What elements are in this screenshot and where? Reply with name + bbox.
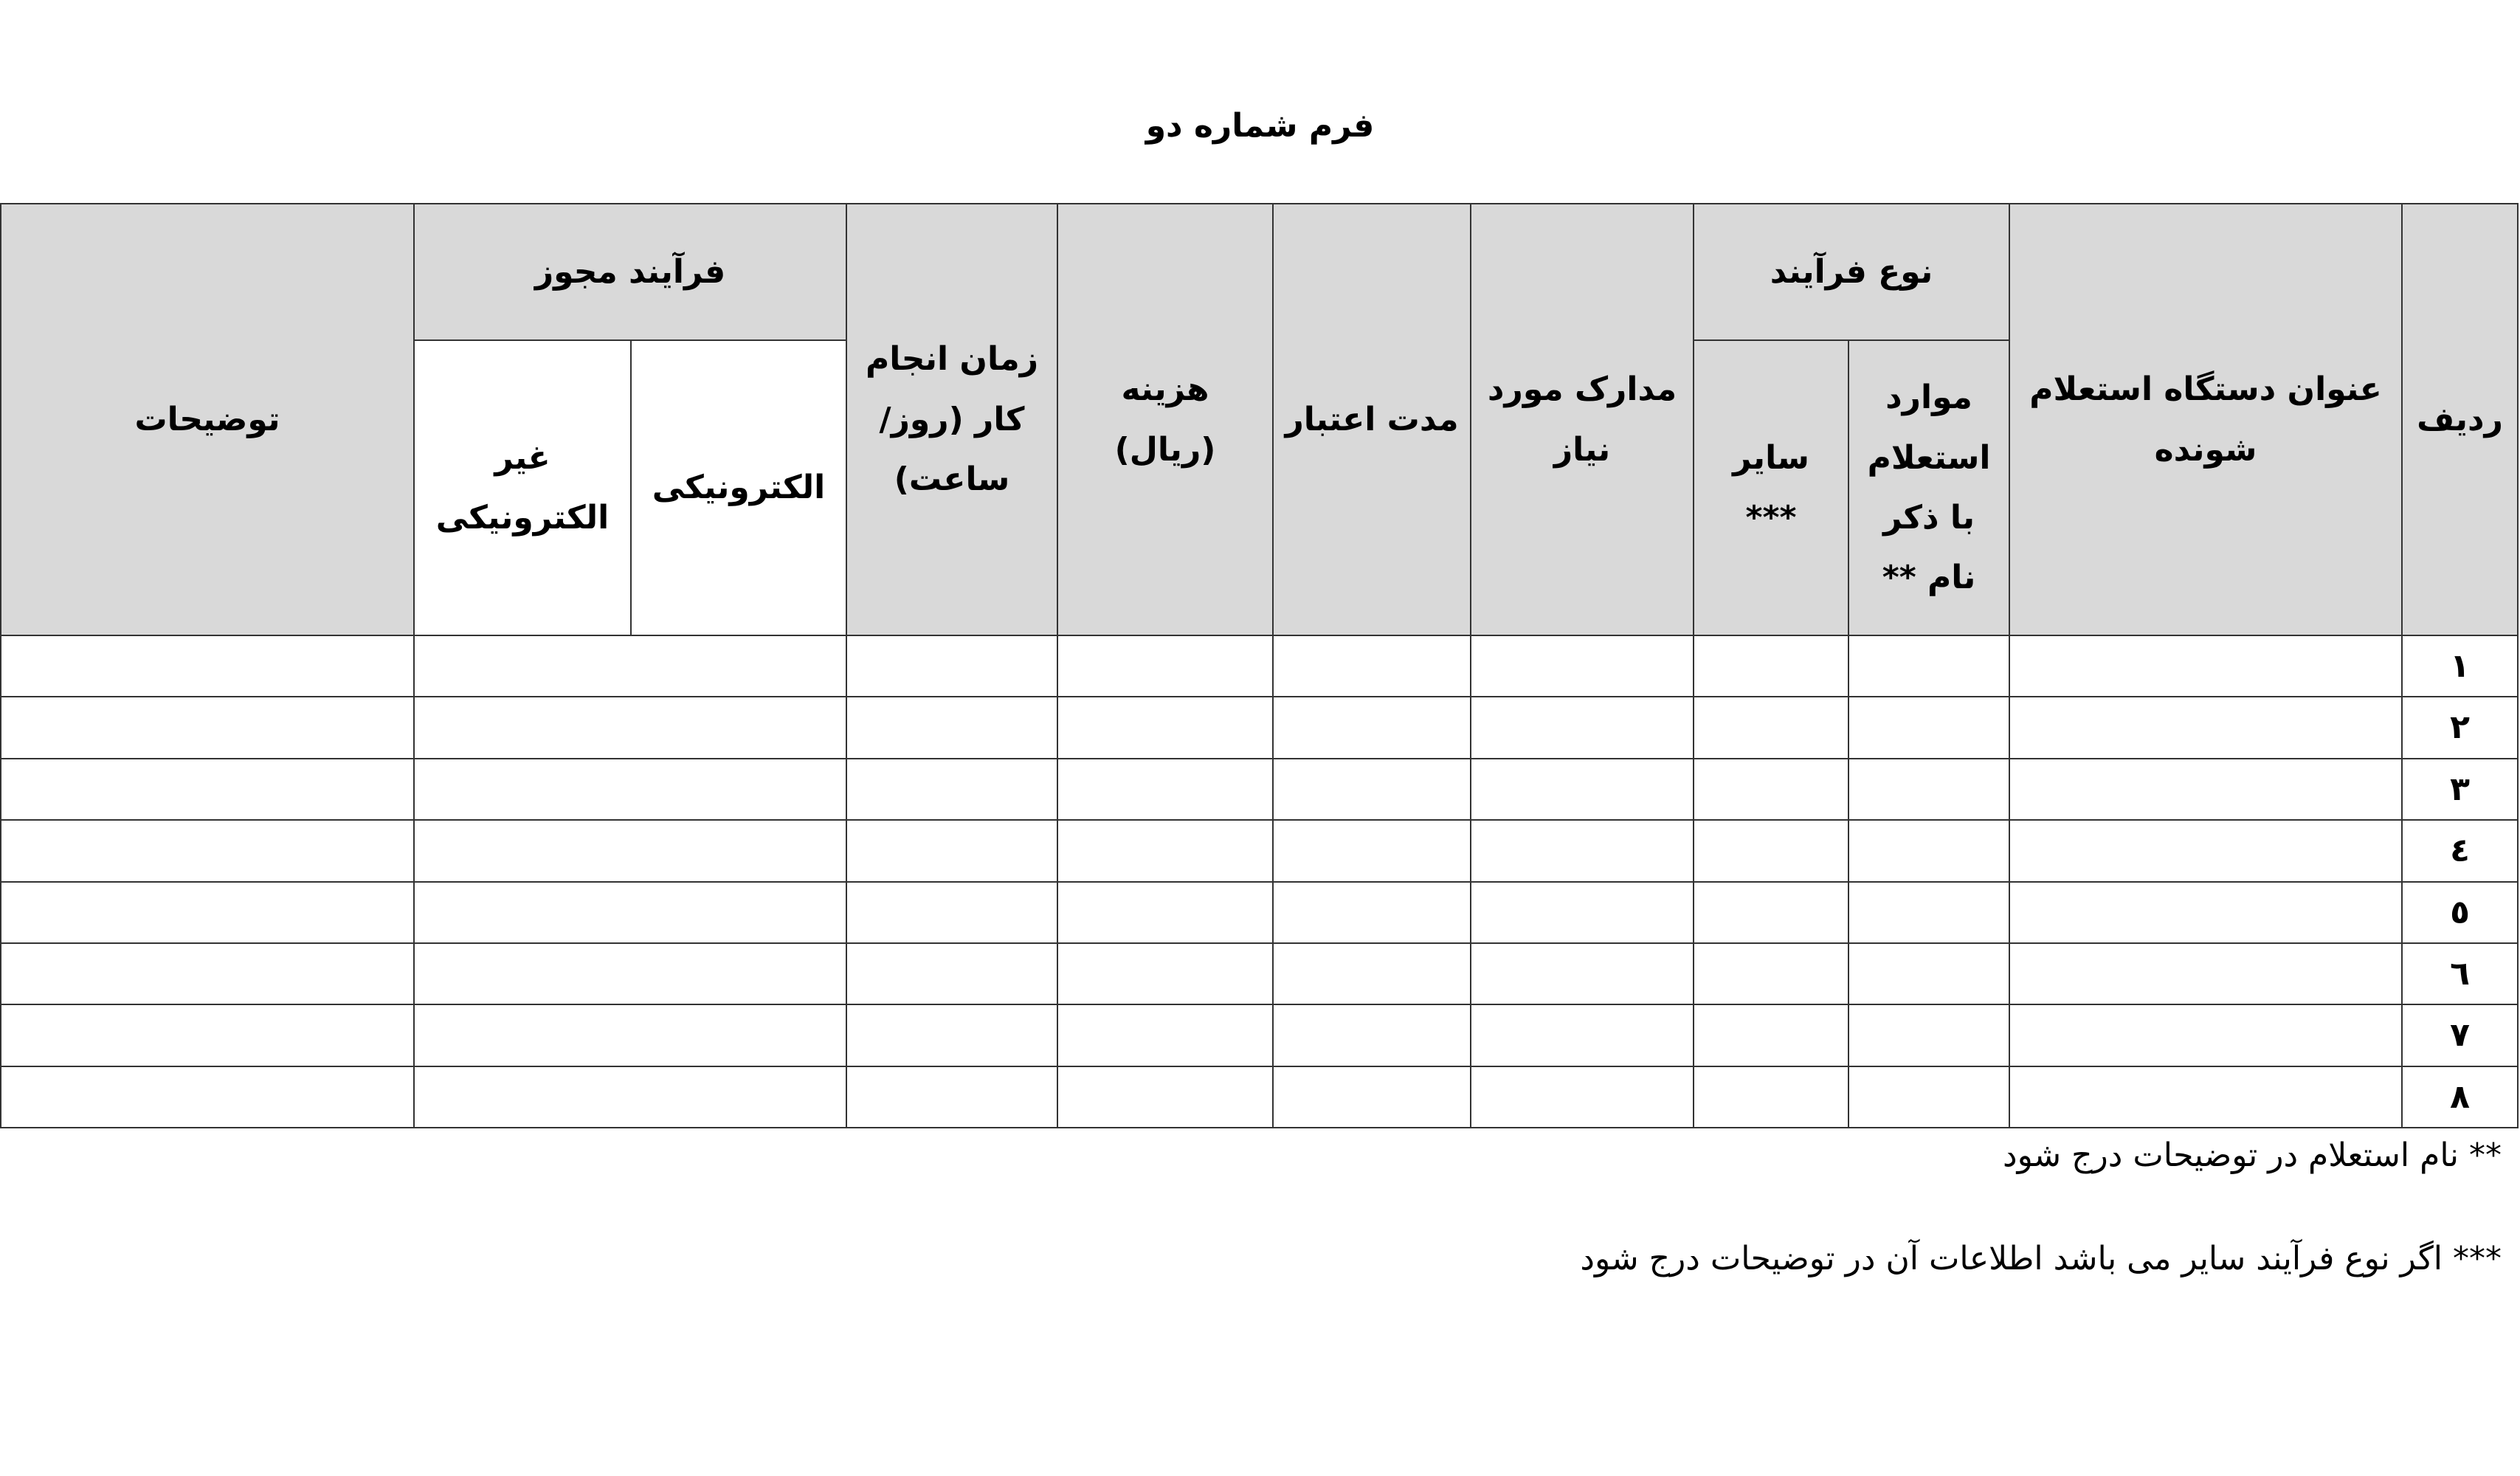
inquiry-org-cell[interactable]	[2009, 882, 2402, 943]
header-validity: مدت اعتبار	[1273, 204, 1471, 635]
table-row	[1, 882, 2518, 943]
table-row	[1, 820, 2518, 881]
header-inquiry-org: عنوان دستگاه استعلام شونده	[2009, 204, 2402, 635]
process-named-cell[interactable]	[1848, 1066, 2009, 1128]
required-docs-cell[interactable]	[1471, 697, 1694, 758]
header-duration: زمان انجام کار (روز/ ساعت)	[846, 204, 1057, 635]
duration-cell[interactable]	[846, 1004, 1057, 1066]
duration-cell[interactable]	[846, 635, 1057, 697]
table-row	[1, 1004, 2518, 1066]
validity-cell[interactable]	[1273, 759, 1471, 820]
duration-cell[interactable]	[846, 943, 1057, 1004]
required-docs-cell[interactable]	[1471, 759, 1694, 820]
row-number-cell: ۲	[2402, 697, 2518, 758]
row-number-cell: ۷	[2402, 1004, 2518, 1066]
duration-cell[interactable]	[846, 759, 1057, 820]
inquiry-org-cell[interactable]	[2009, 697, 2402, 758]
process-other-cell[interactable]	[1694, 697, 1848, 758]
header-description: توضیحات	[1, 204, 414, 635]
form-table	[0, 203, 2519, 1128]
description-cell[interactable]	[1, 1066, 414, 1128]
required-docs-cell[interactable]	[1471, 1004, 1694, 1066]
process-other-cell[interactable]	[1694, 820, 1848, 881]
inquiry-org-cell[interactable]	[2009, 1066, 2402, 1128]
required-docs-cell[interactable]	[1471, 820, 1694, 881]
validity-cell[interactable]	[1273, 943, 1471, 1004]
process-other-cell[interactable]	[1694, 882, 1848, 943]
process-named-cell[interactable]	[1848, 820, 2009, 881]
duration-cell[interactable]	[846, 820, 1057, 881]
process-other-cell[interactable]	[1694, 1004, 1848, 1066]
process-named-cell[interactable]	[1848, 943, 2009, 1004]
table-row	[1, 943, 2518, 1004]
process-named-cell[interactable]	[1848, 635, 2009, 697]
process-named-cell[interactable]	[1848, 1004, 2009, 1066]
table-row	[1, 1066, 2518, 1128]
row-number-cell: ۳	[2402, 759, 2518, 820]
header-process-type-other: سایر ***	[1694, 340, 1848, 635]
inquiry-org-cell[interactable]	[2009, 820, 2402, 881]
duration-cell[interactable]	[846, 882, 1057, 943]
validity-cell[interactable]	[1273, 635, 1471, 697]
permit-process-cell[interactable]	[414, 882, 846, 943]
required-docs-cell[interactable]	[1471, 1066, 1694, 1128]
permit-process-cell[interactable]	[414, 635, 846, 697]
validity-cell[interactable]	[1273, 697, 1471, 758]
row-number-cell: ٥	[2402, 882, 2518, 943]
header-process-type-named: موارد استعلام با ذکر نام **	[1848, 340, 2009, 635]
process-other-cell[interactable]	[1694, 943, 1848, 1004]
header-permit-non-electronic: غیر الکترونیکی	[414, 340, 631, 635]
description-cell[interactable]	[1, 759, 414, 820]
cost-cell[interactable]	[1057, 1066, 1273, 1128]
header-process-type: نوع فرآیند	[1694, 204, 2009, 340]
description-cell[interactable]	[1, 882, 414, 943]
process-other-cell[interactable]	[1694, 635, 1848, 697]
cost-cell[interactable]	[1057, 759, 1273, 820]
description-cell[interactable]	[1, 1004, 414, 1066]
header-row-number: ردیف	[2402, 204, 2518, 635]
row-number-cell: ٤	[2402, 820, 2518, 881]
permit-process-cell[interactable]	[414, 1004, 846, 1066]
page-title: فرم شماره دو	[1145, 107, 1375, 145]
inquiry-org-cell[interactable]	[2009, 1004, 2402, 1066]
permit-process-cell[interactable]	[414, 943, 846, 1004]
cost-cell[interactable]	[1057, 697, 1273, 758]
duration-cell[interactable]	[846, 1066, 1057, 1128]
cost-cell[interactable]	[1057, 1004, 1273, 1066]
description-cell[interactable]	[1, 943, 414, 1004]
duration-cell[interactable]	[846, 697, 1057, 758]
table-row	[1, 697, 2518, 758]
permit-process-cell[interactable]	[414, 759, 846, 820]
process-other-cell[interactable]	[1694, 759, 1848, 820]
validity-cell[interactable]	[1273, 1066, 1471, 1128]
validity-cell[interactable]	[1273, 882, 1471, 943]
table-row	[1, 759, 2518, 820]
header-permit-electronic: الکترونیکی	[631, 340, 846, 635]
required-docs-cell[interactable]	[1471, 943, 1694, 1004]
process-named-cell[interactable]	[1848, 697, 2009, 758]
validity-cell[interactable]	[1273, 820, 1471, 881]
permit-process-cell[interactable]	[414, 1066, 846, 1128]
row-number-cell: ٦	[2402, 943, 2518, 1004]
table-body	[1, 635, 2518, 1128]
cost-cell[interactable]	[1057, 943, 1273, 1004]
header-required-docs: مدارک مورد نیاز	[1471, 204, 1694, 635]
footnote-named-inquiry: ** نام استعلام در توضیحات درج شود	[2002, 1137, 2502, 1174]
inquiry-org-cell[interactable]	[2009, 635, 2402, 697]
process-named-cell[interactable]	[1848, 759, 2009, 820]
process-other-cell[interactable]	[1694, 1066, 1848, 1128]
description-cell[interactable]	[1, 697, 414, 758]
cost-cell[interactable]	[1057, 635, 1273, 697]
table-row	[1, 635, 2518, 697]
required-docs-cell[interactable]	[1471, 882, 1694, 943]
description-cell[interactable]	[1, 820, 414, 881]
inquiry-org-cell[interactable]	[2009, 759, 2402, 820]
required-docs-cell[interactable]	[1471, 635, 1694, 697]
cost-cell[interactable]	[1057, 820, 1273, 881]
row-number-cell: ۱	[2402, 635, 2518, 697]
permit-process-cell[interactable]	[414, 697, 846, 758]
cost-cell[interactable]	[1057, 882, 1273, 943]
validity-cell[interactable]	[1273, 1004, 1471, 1066]
permit-process-cell[interactable]	[414, 820, 846, 881]
inquiry-org-cell[interactable]	[2009, 943, 2402, 1004]
header-cost: هزینه (ریال)	[1057, 204, 1273, 635]
row-number-cell: ۸	[2402, 1066, 2518, 1128]
header-permit-process: فرآیند مجوز	[414, 204, 846, 340]
process-named-cell[interactable]	[1848, 882, 2009, 943]
description-cell[interactable]	[1, 635, 414, 697]
footnote-other-process: *** اگر نوع فرآیند سایر می باشد اطلاعات آن در توضیحات درج شود	[1580, 1240, 2502, 1277]
